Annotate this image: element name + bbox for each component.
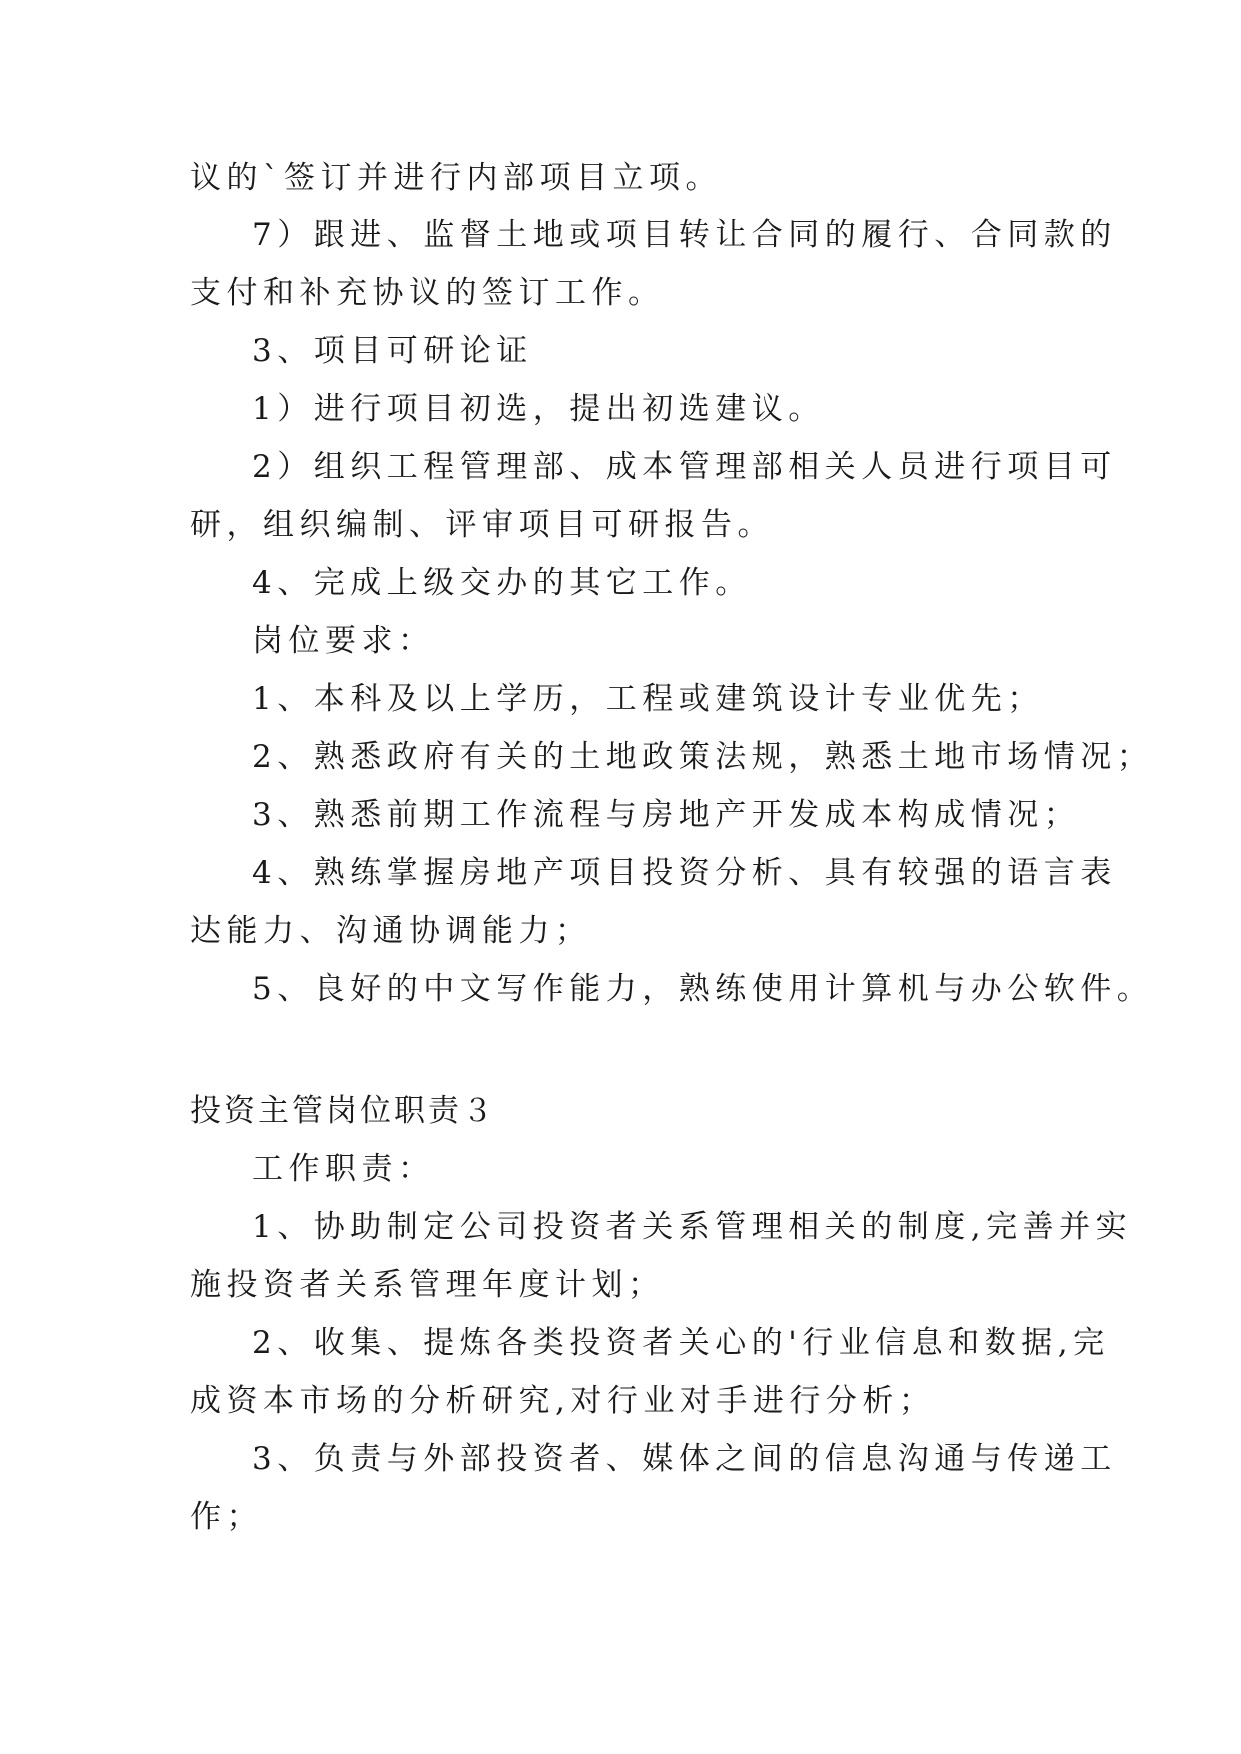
paragraph-line: 4、熟练掌握房地产项目投资分析、具有较强的语言表 xyxy=(252,855,1117,891)
paragraph-line: 2、收集、提炼各类投资者关心的'行业信息和数据,完 xyxy=(252,1325,1110,1361)
paragraph-line: 2、熟悉政府有关的土地政策法规，熟悉土地市场情况； xyxy=(252,739,1154,775)
paragraph-line: 1、本科及以上学历，工程或建筑设计专业优先； xyxy=(252,681,1044,717)
paragraph-line: 施投资者关系管理年度计划； xyxy=(190,1267,665,1303)
paragraph-line: 5、良好的中文写作能力，熟练使用计算机与办公软件。 xyxy=(252,971,1154,1007)
paragraph-line: 研，组织编制、评审项目可研报告。 xyxy=(190,507,774,543)
paragraph-line: 支付和补充协议的签订工作。 xyxy=(190,275,665,311)
paragraph-line: 达能力、沟通协调能力； xyxy=(190,913,592,949)
paragraph-line: 作； xyxy=(190,1499,263,1535)
paragraph-line: 2）组织工程管理部、成本管理部相关人员进行项目可 xyxy=(252,449,1117,485)
paragraph-line: 议的`签订并进行内部项目立项。 xyxy=(190,160,722,196)
paragraph-line: 1、协助制定公司投资者关系管理相关的制度,完善并实 xyxy=(252,1209,1133,1245)
paragraph-line: 4、完成上级交办的其它工作。 xyxy=(252,565,752,601)
paragraph-line: 3、熟悉前期工作流程与房地产开发成本构成情况； xyxy=(252,797,1081,833)
paragraph-line: 7）跟进、监督土地或项目转让合同的履行、合同款的 xyxy=(252,217,1117,253)
paragraph-line: 3、负责与外部投资者、媒体之间的信息沟通与传递工 xyxy=(252,1441,1117,1477)
paragraph-line: 岗位要求： xyxy=(252,623,435,659)
section-title: 投资主管岗位职责３ xyxy=(190,1093,496,1129)
paragraph-line: 3、项目可研论证 xyxy=(252,333,533,369)
paragraph-line: 成资本市场的分析研究,对行业对手进行分析； xyxy=(190,1383,936,1419)
paragraph-line: 工作职责： xyxy=(252,1151,435,1187)
paragraph-line: 1）进行项目初选，提出初选建议。 xyxy=(252,391,825,427)
